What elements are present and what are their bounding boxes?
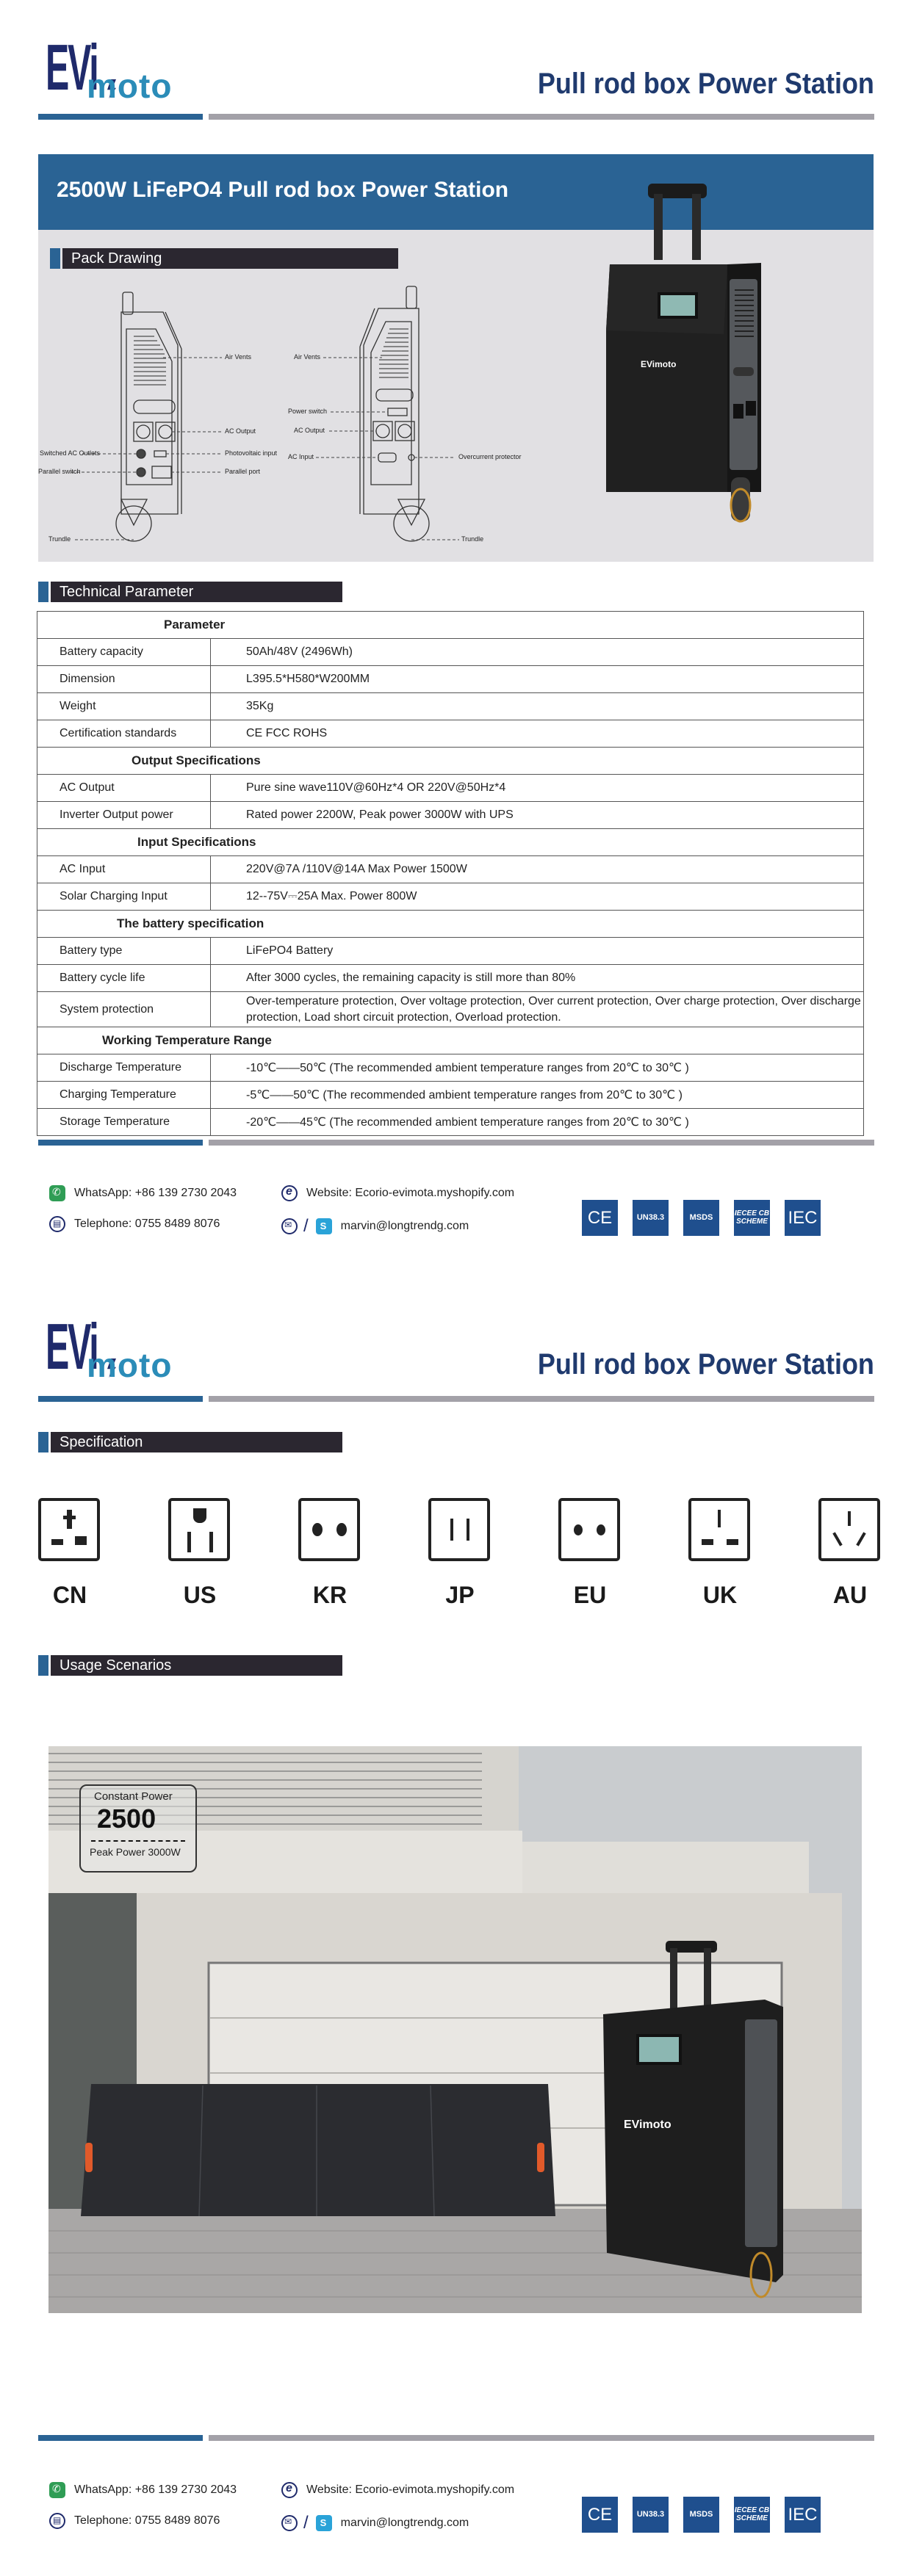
- certification-badges: [582, 1200, 821, 1236]
- label-parallel-port: Parallel port: [225, 468, 261, 475]
- table-row: [37, 1054, 864, 1082]
- table-group-row: [37, 748, 864, 775]
- card-label-bottom: Peak Power 3000W: [90, 1846, 181, 1858]
- row-value: Over-temperature protection, Over voltage protection, Over current protection, Over charge protection, Over discharge protection, Load short circuit protection, Overload protection.: [211, 992, 864, 1027]
- power-station-trolley-icon: [580, 184, 771, 536]
- table-group-row: [37, 911, 864, 938]
- label-air-vents: Air Vents: [294, 353, 321, 361]
- socket-jp: [428, 1498, 491, 1609]
- telephone-text: Telephone: 0755 8489 8076: [74, 2514, 220, 2527]
- row-key: Battery type: [37, 938, 211, 965]
- table-row: [37, 965, 864, 992]
- contact-email[interactable]: [281, 2513, 469, 2533]
- socket-au: [818, 1498, 882, 1609]
- whatsapp-text: WhatsApp: +86 139 2730 2043: [74, 1187, 237, 1199]
- section-heading-label: Pack Drawing: [62, 248, 398, 269]
- socket-label: CN: [52, 1582, 87, 1608]
- email-text: marvin@longtrendg.com: [340, 2517, 469, 2529]
- website-text: Website: Ecorio-evimota.myshopify.com: [306, 1187, 515, 1199]
- constant-power-card: [79, 1784, 197, 1873]
- page-title: Pull rod box Power Station: [537, 1348, 874, 1381]
- msds-badge-icon: MSDS: [683, 2497, 719, 2533]
- table-row: [37, 775, 864, 802]
- socket-types: [38, 1498, 883, 1630]
- contact-whatsapp[interactable]: [49, 2482, 237, 2498]
- un38-badge-icon: UN38.3: [633, 2497, 669, 2533]
- header-divider-gray: [209, 114, 874, 120]
- socket-label: JP: [445, 1582, 475, 1608]
- row-key: Weight: [37, 693, 211, 720]
- section-heading-specification: [38, 1432, 342, 1452]
- ce-badge-icon: CE: [582, 2497, 618, 2533]
- label-ac-input: AC Input: [288, 453, 314, 460]
- table-row: [37, 883, 864, 911]
- msds-badge-icon: MSDS: [683, 1200, 719, 1236]
- skype-icon: [316, 2515, 332, 2531]
- table-row: [37, 992, 864, 1027]
- svg-text:EVimoto: EVimoto: [641, 359, 677, 369]
- socket-jp-icon: [428, 1498, 490, 1561]
- row-key: Certification standards: [37, 720, 211, 748]
- socket-cn-icon: [38, 1498, 100, 1561]
- website-text: Website: Ecorio-evimota.myshopify.com: [306, 2483, 515, 2496]
- row-key: Dimension: [37, 666, 211, 693]
- socket-label: KR: [312, 1582, 348, 1608]
- label-photovoltaic-input: Photovoltaic input: [225, 449, 278, 457]
- iecee-badge-icon: IECEE CB SCHEME: [734, 2497, 770, 2533]
- row-key: System protection: [37, 992, 211, 1027]
- group-title: Working Temperature Range: [37, 1027, 864, 1054]
- email-icon: [281, 2515, 298, 2531]
- brand-logo: [46, 1310, 266, 1385]
- row-value: 220V@7A /110V@14A Max Power 1500W: [211, 856, 864, 883]
- banner-title: 2500W LiFePO4 Pull rod box Power Station: [57, 178, 509, 202]
- section-heading-label: Specification: [51, 1432, 342, 1452]
- socket-kr: [298, 1498, 361, 1609]
- telephone-icon: [49, 1216, 65, 1232]
- usage-scenario-photo: [48, 1746, 862, 2313]
- section-heading-usage-scenarios: [38, 1655, 342, 1676]
- email-text: marvin@longtrendg.com: [340, 1220, 469, 1232]
- skype-icon: [316, 1218, 332, 1234]
- group-title: Input Specifications: [37, 829, 864, 856]
- email-icon: [281, 1218, 298, 1234]
- svg-text:EVimoto: EVimoto: [624, 2119, 671, 2131]
- socket-uk-icon: [688, 1498, 750, 1561]
- socket-eu: [558, 1498, 622, 1609]
- logo-ev-text: EVi: [46, 31, 98, 104]
- product-banner: [38, 154, 874, 562]
- table-row: [37, 802, 864, 829]
- telephone-text: Telephone: 0755 8489 8076: [74, 1218, 220, 1230]
- contact-telephone[interactable]: [49, 1216, 220, 1232]
- un38-badge-icon: UN38.3: [633, 1200, 669, 1236]
- table-group-row: [37, 829, 864, 856]
- contact-email[interactable]: [281, 1216, 469, 1237]
- iec-badge-icon: IEC: [785, 1200, 821, 1236]
- section-heading-label: Usage Scenarios: [51, 1655, 342, 1676]
- footer-divider-gray: [209, 2435, 874, 2441]
- row-key: Inverter Output power: [37, 802, 211, 829]
- contact-whatsapp[interactable]: [49, 1185, 237, 1201]
- group-title: The battery specification: [37, 911, 864, 938]
- row-value: CE FCC ROHS: [211, 720, 864, 748]
- label-trundle: Trundle: [48, 535, 71, 543]
- header-divider-blue: [38, 114, 203, 120]
- row-value: -20℃——45℃ (The recommended ambient temperature ranges from 20℃ to 30℃ ): [211, 1109, 864, 1136]
- row-value: Pure sine wave110V@60Hz*4 OR 220V@50Hz*4: [211, 775, 864, 802]
- label-air-vents: Air Vents: [225, 353, 252, 361]
- table-row: [37, 720, 864, 748]
- contact-website[interactable]: [281, 2482, 514, 2498]
- slash-separator: /: [303, 2513, 309, 2533]
- socket-label: EU: [573, 1582, 607, 1608]
- row-key: Solar Charging Input: [37, 883, 211, 911]
- group-title: Output Specifications: [37, 748, 864, 775]
- socket-uk: [688, 1498, 752, 1609]
- header-divider-blue: [38, 1396, 203, 1402]
- row-key: Discharge Temperature: [37, 1054, 211, 1082]
- iec-badge-icon: IEC: [785, 2497, 821, 2533]
- socket-kr-icon: [298, 1498, 360, 1561]
- row-value: -5℃——50℃ (The recommended ambient temperature ranges from 20℃ to 30℃ ): [211, 1082, 864, 1109]
- page-title: Pull rod box Power Station: [537, 68, 874, 100]
- row-value: 35Kg: [211, 693, 864, 720]
- row-key: Storage Temperature: [37, 1109, 211, 1136]
- section-heading-label: Technical Parameter: [51, 582, 342, 602]
- group-title: Parameter: [37, 612, 864, 639]
- brand-logo: [46, 31, 266, 106]
- iecee-badge-icon: IECEE CB SCHEME: [734, 1200, 770, 1236]
- whatsapp-icon: [49, 2482, 65, 2498]
- socket-cn: [38, 1498, 101, 1609]
- row-key: Battery capacity: [37, 639, 211, 666]
- contact-telephone[interactable]: [49, 2513, 220, 2529]
- certification-badges: [582, 2497, 821, 2533]
- socket-label: AU: [832, 1582, 868, 1608]
- contact-website[interactable]: [281, 1185, 514, 1201]
- footer-divider-blue: [38, 2435, 203, 2441]
- socket-us: [168, 1498, 231, 1609]
- table-row: [37, 666, 864, 693]
- label-ac-output: AC Output: [294, 427, 325, 434]
- table-row: [37, 856, 864, 883]
- row-key: Charging Temperature: [37, 1082, 211, 1109]
- header-divider-gray: [209, 1396, 874, 1402]
- table-group-row: [37, 612, 864, 639]
- website-icon: [281, 2482, 298, 2498]
- pack-drawing-right-view: [272, 279, 551, 551]
- row-value: L395.5*H580*W200MM: [211, 666, 864, 693]
- label-trundle: Trundle: [461, 535, 484, 543]
- table-row: [37, 1109, 864, 1136]
- table-group-row: [37, 1027, 864, 1054]
- row-value: After 3000 cycles, the remaining capacity is still more than 80%: [211, 965, 864, 992]
- socket-au-icon: [818, 1498, 880, 1561]
- logo-moto-text: moto: [87, 67, 173, 105]
- label-overcurrent-protector: Overcurrent protector: [458, 453, 522, 460]
- card-value: 2500: [97, 1803, 156, 1834]
- telephone-icon: [49, 2513, 65, 2529]
- technical-parameter-table: [37, 611, 864, 1136]
- socket-us-icon: [168, 1498, 230, 1561]
- whatsapp-icon: [49, 1185, 65, 1201]
- row-value: -10℃——50℃ (The recommended ambient temperature ranges from 20℃ to 30℃ ): [211, 1054, 864, 1082]
- row-key: AC Input: [37, 856, 211, 883]
- section-heading-technical-parameter: [38, 582, 342, 602]
- row-value: Rated power 2200W, Peak power 3000W with UPS: [211, 802, 864, 829]
- table-row: [37, 693, 864, 720]
- ce-badge-icon: CE: [582, 1200, 618, 1236]
- socket-label: UK: [702, 1582, 738, 1608]
- footer-divider-gray: [209, 1140, 874, 1146]
- row-value: 12--75V⎓25A Max. Power 800W: [211, 883, 864, 911]
- slash-separator: /: [303, 1216, 309, 1236]
- table-row: [37, 1082, 864, 1109]
- row-value: LiFePO4 Battery: [211, 938, 864, 965]
- table-row: [37, 938, 864, 965]
- label-ac-output: AC Output: [225, 427, 256, 435]
- card-label-top: Constant Power: [94, 1790, 173, 1803]
- label-power-switch: Power switch: [288, 408, 328, 415]
- row-key: Battery cycle life: [37, 965, 211, 992]
- footer-divider-blue: [38, 1140, 203, 1146]
- row-value: 50Ah/48V (2496Wh): [211, 639, 864, 666]
- device-side-view-right-icon: [272, 279, 551, 551]
- label-switched-ac-outlets: Switched AC Outlets: [40, 449, 101, 457]
- socket-eu-icon: [558, 1498, 620, 1561]
- logo-ev-text: EVi: [46, 1310, 98, 1383]
- logo-moto-text: moto: [87, 1346, 173, 1384]
- table-row: [37, 639, 864, 666]
- row-key: AC Output: [37, 775, 211, 802]
- socket-label: US: [183, 1582, 217, 1608]
- product-photo: [580, 184, 771, 536]
- whatsapp-text: WhatsApp: +86 139 2730 2043: [74, 2483, 237, 2496]
- section-heading-pack-drawing: [50, 248, 398, 269]
- label-parallel-switch: Parallel switch: [38, 468, 81, 475]
- card-divider: [91, 1840, 185, 1842]
- website-icon: [281, 1185, 298, 1201]
